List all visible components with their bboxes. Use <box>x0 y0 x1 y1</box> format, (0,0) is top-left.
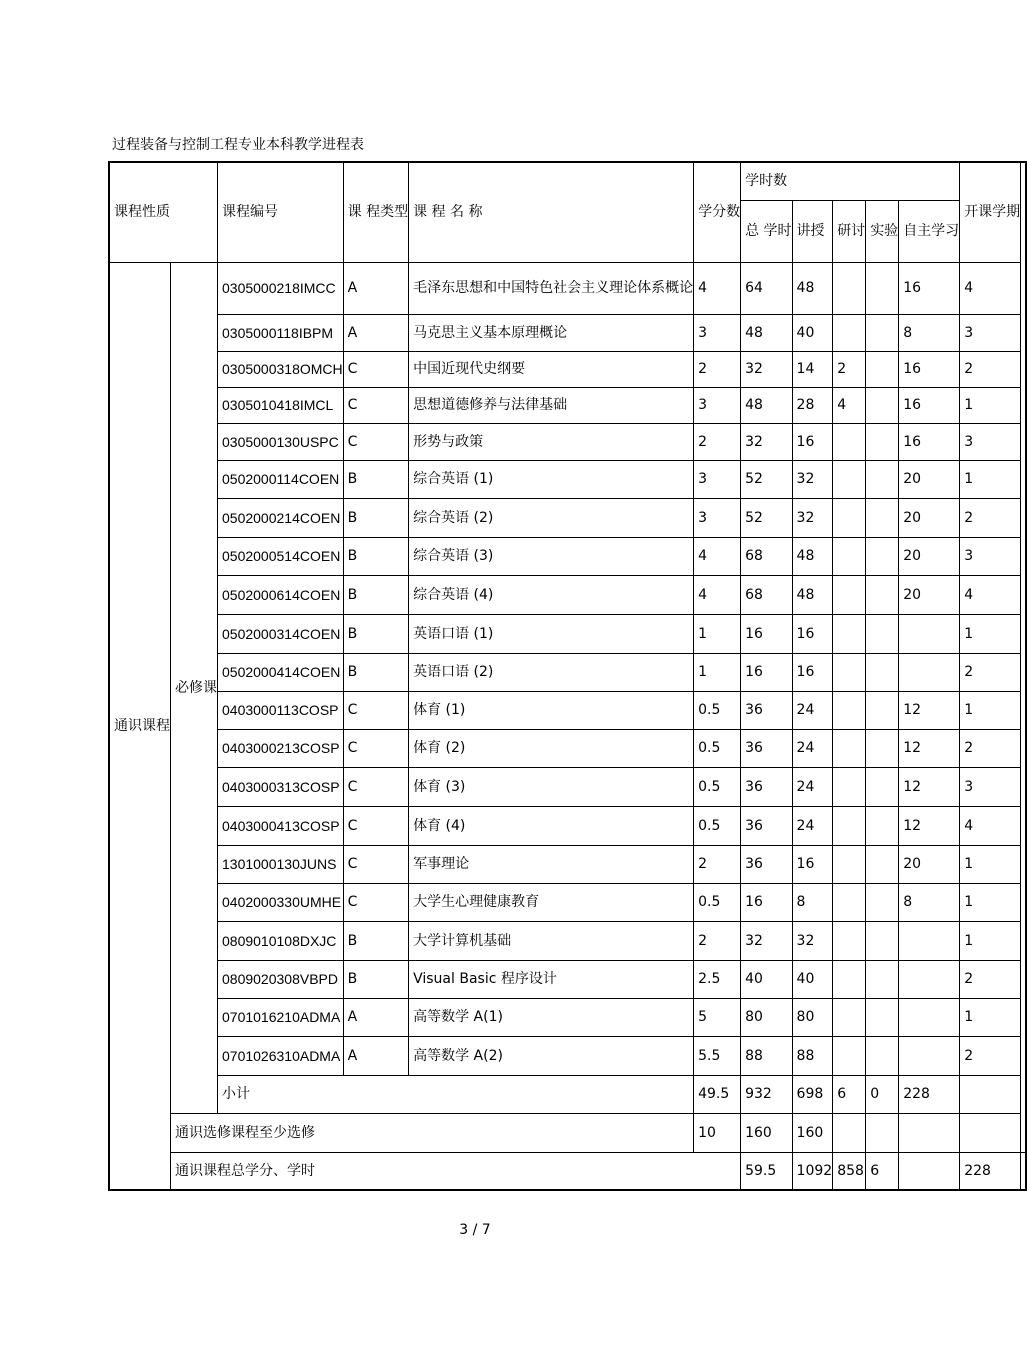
course-term-cell: 4 <box>960 575 1021 614</box>
header-credits: 学分数 <box>694 162 741 262</box>
course-total-cell: 68 <box>741 575 792 614</box>
curriculum-table <box>108 161 1027 1191</box>
course-lecture-cell: 24 <box>792 767 833 806</box>
course-seminar-cell <box>833 614 866 653</box>
course-lecture-cell: 8 <box>792 883 833 921</box>
course-lecture-cell: 24 <box>792 691 833 729</box>
course-lab-cell <box>866 883 899 921</box>
table-row <box>109 614 1026 653</box>
course-lab-cell <box>866 460 899 498</box>
course-term-cell: 1 <box>960 998 1021 1036</box>
course-self-cell: 8 <box>899 883 960 921</box>
course-lab-cell <box>866 1036 899 1075</box>
header-course-code: 课程编号 <box>218 162 344 262</box>
course-code-cell: 0701016210ADMA <box>218 998 344 1036</box>
course-lab-cell <box>866 845 899 883</box>
course-term-cell: 3 <box>960 767 1021 806</box>
course-credits-cell: 0.5 <box>694 729 741 767</box>
course-term-cell: 1 <box>960 614 1021 653</box>
course-total-cell: 36 <box>741 729 792 767</box>
course-credits-cell: 3 <box>694 498 741 537</box>
course-total-cell: 88 <box>741 1036 792 1075</box>
course-seminar-cell <box>833 460 866 498</box>
course-code-cell: 0502000314COEN <box>218 614 344 653</box>
course-lecture-cell: 24 <box>792 729 833 767</box>
course-name-cell: 高等数学 A(2) <box>409 1036 694 1075</box>
course-lab-cell <box>866 423 899 460</box>
course-code-cell: 0402000330UMHE <box>218 883 344 921</box>
course-credits-cell: 3 <box>694 314 741 351</box>
course-total-cell: 68 <box>741 537 792 575</box>
document-title: 过程装备与控制工程专业本科教学进程表 <box>112 137 364 153</box>
course-term-cell: 4 <box>960 806 1021 845</box>
course-self-cell <box>899 1036 960 1075</box>
course-seminar-cell <box>833 262 866 314</box>
grand-total-total-cell: 1092 <box>792 1152 833 1190</box>
header-self-study: 自主学习 <box>899 200 960 262</box>
course-credits-cell: 2.5 <box>694 960 741 998</box>
course-self-cell <box>899 921 960 960</box>
course-name-cell: 体育 (1) <box>409 691 694 729</box>
course-credits-cell: 2 <box>694 845 741 883</box>
elective-label: 通识选修课程至少选修 <box>171 1113 694 1152</box>
subtotal-lecture-cell: 698 <box>792 1075 833 1113</box>
course-type-cell: C <box>343 806 408 845</box>
course-seminar-cell <box>833 883 866 921</box>
course-credits-cell: 4 <box>694 575 741 614</box>
table-row <box>109 537 1026 575</box>
course-lab-cell <box>866 921 899 960</box>
course-term-cell: 2 <box>960 960 1021 998</box>
course-code-cell: 0502000514COEN <box>218 537 344 575</box>
course-credits-cell: 2 <box>694 423 741 460</box>
subtotal-row <box>109 1075 1026 1113</box>
course-name-cell: 英语口语 (2) <box>409 653 694 691</box>
course-term-cell: 3 <box>960 537 1021 575</box>
subtotal-credits-cell: 49.5 <box>694 1075 741 1113</box>
course-lecture-cell: 88 <box>792 1036 833 1075</box>
course-total-cell: 36 <box>741 691 792 729</box>
course-seminar-cell <box>833 537 866 575</box>
course-seminar-cell <box>833 998 866 1036</box>
elective-term-cell <box>960 1113 1021 1152</box>
course-seminar-cell <box>833 575 866 614</box>
table-row <box>109 262 1026 314</box>
table-row <box>109 921 1026 960</box>
elective-seminar-cell <box>833 1113 866 1152</box>
course-total-cell: 32 <box>741 921 792 960</box>
elective-self-cell <box>899 1113 960 1152</box>
grand-total-row <box>109 1152 1026 1190</box>
grand-total-self-cell: 228 <box>960 1152 1021 1190</box>
course-credits-cell: 4 <box>694 262 741 314</box>
course-credits-cell: 0.5 <box>694 767 741 806</box>
header-lab: 实验 <box>866 200 899 262</box>
course-term-cell: 3 <box>960 314 1021 351</box>
header-course-nature: 课程性质 <box>109 162 218 262</box>
course-type-cell: A <box>343 262 408 314</box>
course-lecture-cell: 48 <box>792 262 833 314</box>
course-seminar-cell: 2 <box>833 351 866 387</box>
course-seminar-cell <box>833 1036 866 1075</box>
course-name-cell: 综合英语 (2) <box>409 498 694 537</box>
course-credits-cell: 1 <box>694 653 741 691</box>
header-seminar: 研讨 <box>833 200 866 262</box>
course-lecture-cell: 24 <box>792 806 833 845</box>
grand-total-seminar-cell: 6 <box>866 1152 899 1190</box>
course-code-cell: 0403000313COSP <box>218 767 344 806</box>
grand-total-lab-cell <box>899 1152 960 1190</box>
course-lecture-cell: 48 <box>792 575 833 614</box>
course-name-cell: 综合英语 (1) <box>409 460 694 498</box>
header-lecture: 讲授 <box>792 200 833 262</box>
table-row <box>109 767 1026 806</box>
table-row <box>109 883 1026 921</box>
course-lecture-cell: 48 <box>792 537 833 575</box>
course-total-cell: 16 <box>741 614 792 653</box>
course-self-cell: 20 <box>899 845 960 883</box>
table-row <box>109 314 1026 351</box>
elective-credits-cell: 10 <box>694 1113 741 1152</box>
course-credits-cell: 5.5 <box>694 1036 741 1075</box>
course-seminar-cell <box>833 960 866 998</box>
course-code-cell: 0403000413COSP <box>218 806 344 845</box>
course-name-cell: 高等数学 A(1) <box>409 998 694 1036</box>
grand-total-label: 通识课程总学分、学时 <box>171 1152 741 1190</box>
course-self-cell: 16 <box>899 351 960 387</box>
course-credits-cell: 5 <box>694 998 741 1036</box>
course-type-cell: B <box>343 537 408 575</box>
course-lab-cell <box>866 767 899 806</box>
course-seminar-cell <box>833 921 866 960</box>
course-lab-cell <box>866 351 899 387</box>
subtotal-label: 小计 <box>218 1075 694 1113</box>
category-required-cell: 必修课 <box>171 262 218 1113</box>
course-code-cell: 1301000130JUNS <box>218 845 344 883</box>
course-type-cell: B <box>343 653 408 691</box>
course-term-cell: 4 <box>960 262 1021 314</box>
course-self-cell: 16 <box>899 387 960 423</box>
table-row <box>109 387 1026 423</box>
page-number: 3 / 7 <box>459 1222 491 1238</box>
course-code-cell: 0305000118IBPM <box>218 314 344 351</box>
elective-lecture-cell: 160 <box>792 1113 833 1152</box>
course-self-cell: 16 <box>899 262 960 314</box>
course-total-cell: 36 <box>741 767 792 806</box>
course-term-cell: 2 <box>960 498 1021 537</box>
course-type-cell: A <box>343 314 408 351</box>
header-term: 开课学期 <box>960 162 1021 262</box>
course-total-cell: 40 <box>741 960 792 998</box>
grand-total-term-cell <box>1021 1152 1027 1190</box>
course-self-cell: 12 <box>899 691 960 729</box>
course-total-cell: 52 <box>741 460 792 498</box>
table-row <box>109 1036 1026 1075</box>
course-seminar-cell <box>833 806 866 845</box>
course-type-cell: C <box>343 351 408 387</box>
course-type-cell: B <box>343 575 408 614</box>
course-code-cell: 0502000414COEN <box>218 653 344 691</box>
course-lab-cell <box>866 575 899 614</box>
course-type-cell: C <box>343 767 408 806</box>
course-type-cell: B <box>343 614 408 653</box>
table-row <box>109 653 1026 691</box>
course-self-cell: 12 <box>899 729 960 767</box>
course-total-cell: 52 <box>741 498 792 537</box>
course-type-cell: C <box>343 691 408 729</box>
course-self-cell: 12 <box>899 806 960 845</box>
header-course-name: 课 程 名 称 <box>409 162 694 262</box>
course-term-cell: 2 <box>960 729 1021 767</box>
course-term-cell: 1 <box>960 921 1021 960</box>
course-type-cell: C <box>343 423 408 460</box>
course-credits-cell: 0.5 <box>694 806 741 845</box>
course-credits-cell: 3 <box>694 460 741 498</box>
course-name-cell: 体育 (2) <box>409 729 694 767</box>
course-lab-cell <box>866 806 899 845</box>
course-term-cell: 1 <box>960 883 1021 921</box>
header-hours: 学时数 <box>741 162 960 200</box>
course-term-cell: 2 <box>960 653 1021 691</box>
course-name-cell: 体育 (4) <box>409 806 694 845</box>
course-lecture-cell: 14 <box>792 351 833 387</box>
course-term-cell: 2 <box>960 1036 1021 1075</box>
course-lecture-cell: 32 <box>792 498 833 537</box>
course-type-cell: A <box>343 1036 408 1075</box>
course-code-cell: 0305000130USPC <box>218 423 344 460</box>
grand-total-credits-cell: 59.5 <box>741 1152 792 1190</box>
course-lecture-cell: 28 <box>792 387 833 423</box>
course-seminar-cell <box>833 691 866 729</box>
course-lecture-cell: 32 <box>792 921 833 960</box>
course-seminar-cell <box>833 845 866 883</box>
course-total-cell: 48 <box>741 314 792 351</box>
course-total-cell: 48 <box>741 387 792 423</box>
course-lecture-cell: 16 <box>792 653 833 691</box>
course-term-cell: 3 <box>960 423 1021 460</box>
course-term-cell: 1 <box>960 460 1021 498</box>
course-total-cell: 32 <box>741 351 792 387</box>
course-self-cell: 20 <box>899 575 960 614</box>
course-seminar-cell: 4 <box>833 387 866 423</box>
course-type-cell: B <box>343 460 408 498</box>
course-self-cell: 16 <box>899 423 960 460</box>
course-code-cell: 0403000213COSP <box>218 729 344 767</box>
course-self-cell <box>899 960 960 998</box>
course-name-cell: 大学生心理健康教育 <box>409 883 694 921</box>
course-credits-cell: 0.5 <box>694 883 741 921</box>
course-name-cell: 体育 (3) <box>409 767 694 806</box>
subtotal-self-cell: 228 <box>899 1075 960 1113</box>
course-name-cell: 军事理论 <box>409 845 694 883</box>
course-lecture-cell: 40 <box>792 960 833 998</box>
course-name-cell: Visual Basic 程序设计 <box>409 960 694 998</box>
course-seminar-cell <box>833 653 866 691</box>
course-total-cell: 32 <box>741 423 792 460</box>
course-name-cell: 思想道德修养与法律基础 <box>409 387 694 423</box>
course-code-cell: 0809010108DXJC <box>218 921 344 960</box>
course-seminar-cell <box>833 498 866 537</box>
course-name-cell: 中国近现代史纲要 <box>409 351 694 387</box>
grand-total-lecture-cell: 858 <box>833 1152 866 1190</box>
course-term-cell: 1 <box>960 387 1021 423</box>
subtotal-seminar-cell: 6 <box>833 1075 866 1113</box>
header-total-hours: 总 学时 <box>741 200 792 262</box>
course-total-cell: 64 <box>741 262 792 314</box>
course-name-cell: 形势与政策 <box>409 423 694 460</box>
course-lecture-cell: 80 <box>792 998 833 1036</box>
course-type-cell: B <box>343 960 408 998</box>
course-lab-cell <box>866 691 899 729</box>
course-code-cell: 0502000114COEN <box>218 460 344 498</box>
course-self-cell <box>899 614 960 653</box>
course-type-cell: B <box>343 498 408 537</box>
course-lab-cell <box>866 537 899 575</box>
course-self-cell: 20 <box>899 460 960 498</box>
course-lecture-cell: 32 <box>792 460 833 498</box>
course-self-cell: 20 <box>899 498 960 537</box>
course-term-cell: 1 <box>960 845 1021 883</box>
course-seminar-cell <box>833 314 866 351</box>
course-lab-cell <box>866 960 899 998</box>
table-row <box>109 423 1026 460</box>
course-lab-cell <box>866 498 899 537</box>
course-type-cell: A <box>343 998 408 1036</box>
course-total-cell: 36 <box>741 806 792 845</box>
table-row <box>109 498 1026 537</box>
course-seminar-cell <box>833 729 866 767</box>
course-name-cell: 综合英语 (4) <box>409 575 694 614</box>
table-row <box>109 998 1026 1036</box>
course-code-cell: 0305000218IMCC <box>218 262 344 314</box>
course-term-cell: 2 <box>960 351 1021 387</box>
course-seminar-cell <box>833 423 866 460</box>
category-general-cell: 通识课程 <box>109 262 171 1190</box>
course-credits-cell: 2 <box>694 351 741 387</box>
course-self-cell: 20 <box>899 537 960 575</box>
course-code-cell: 0701026310ADMA <box>218 1036 344 1075</box>
course-self-cell: 12 <box>899 767 960 806</box>
course-lab-cell <box>866 262 899 314</box>
course-self-cell <box>899 653 960 691</box>
subtotal-term-cell <box>960 1075 1021 1113</box>
table-row <box>109 729 1026 767</box>
subtotal-lab-cell: 0 <box>866 1075 899 1113</box>
course-credits-cell: 0.5 <box>694 691 741 729</box>
course-lab-cell <box>866 314 899 351</box>
course-name-cell: 英语口语 (1) <box>409 614 694 653</box>
course-code-cell: 0403000113COSP <box>218 691 344 729</box>
course-type-cell: B <box>343 921 408 960</box>
course-lab-cell <box>866 729 899 767</box>
course-lecture-cell: 40 <box>792 314 833 351</box>
course-credits-cell: 1 <box>694 614 741 653</box>
elective-lab-cell <box>866 1113 899 1152</box>
course-credits-cell: 3 <box>694 387 741 423</box>
course-lab-cell <box>866 998 899 1036</box>
course-lab-cell <box>866 614 899 653</box>
course-total-cell: 80 <box>741 998 792 1036</box>
course-code-cell: 0502000214COEN <box>218 498 344 537</box>
course-code-cell: 0305000318OMCH <box>218 351 344 387</box>
course-lab-cell <box>866 653 899 691</box>
course-term-cell: 1 <box>960 691 1021 729</box>
course-type-cell: C <box>343 387 408 423</box>
course-lecture-cell: 16 <box>792 614 833 653</box>
course-credits-cell: 4 <box>694 537 741 575</box>
course-lecture-cell: 16 <box>792 845 833 883</box>
course-seminar-cell <box>833 767 866 806</box>
course-credits-cell: 2 <box>694 921 741 960</box>
course-code-cell: 0305010418IMCL <box>218 387 344 423</box>
table-row <box>109 845 1026 883</box>
course-name-cell: 毛泽东思想和中国特色社会主义理论体系概论 <box>409 262 694 314</box>
course-lab-cell <box>866 387 899 423</box>
course-type-cell: C <box>343 845 408 883</box>
table-row <box>109 575 1026 614</box>
table-row <box>109 460 1026 498</box>
subtotal-total-cell: 932 <box>741 1075 792 1113</box>
table-row <box>109 806 1026 845</box>
elective-row <box>109 1113 1026 1152</box>
course-self-cell: 8 <box>899 314 960 351</box>
course-total-cell: 16 <box>741 883 792 921</box>
course-lecture-cell: 16 <box>792 423 833 460</box>
header-course-type: 课 程类型 <box>343 162 408 262</box>
course-total-cell: 16 <box>741 653 792 691</box>
course-self-cell <box>899 998 960 1036</box>
course-type-cell: C <box>343 883 408 921</box>
course-type-cell: C <box>343 729 408 767</box>
table-row <box>109 691 1026 729</box>
course-code-cell: 0502000614COEN <box>218 575 344 614</box>
table-row <box>109 960 1026 998</box>
elective-total-cell: 160 <box>741 1113 792 1152</box>
course-name-cell: 大学计算机基础 <box>409 921 694 960</box>
course-name-cell: 综合英语 (3) <box>409 537 694 575</box>
course-total-cell: 36 <box>741 845 792 883</box>
table-row <box>109 351 1026 387</box>
course-code-cell: 0809020308VBPD <box>218 960 344 998</box>
course-name-cell: 马克思主义基本原理概论 <box>409 314 694 351</box>
